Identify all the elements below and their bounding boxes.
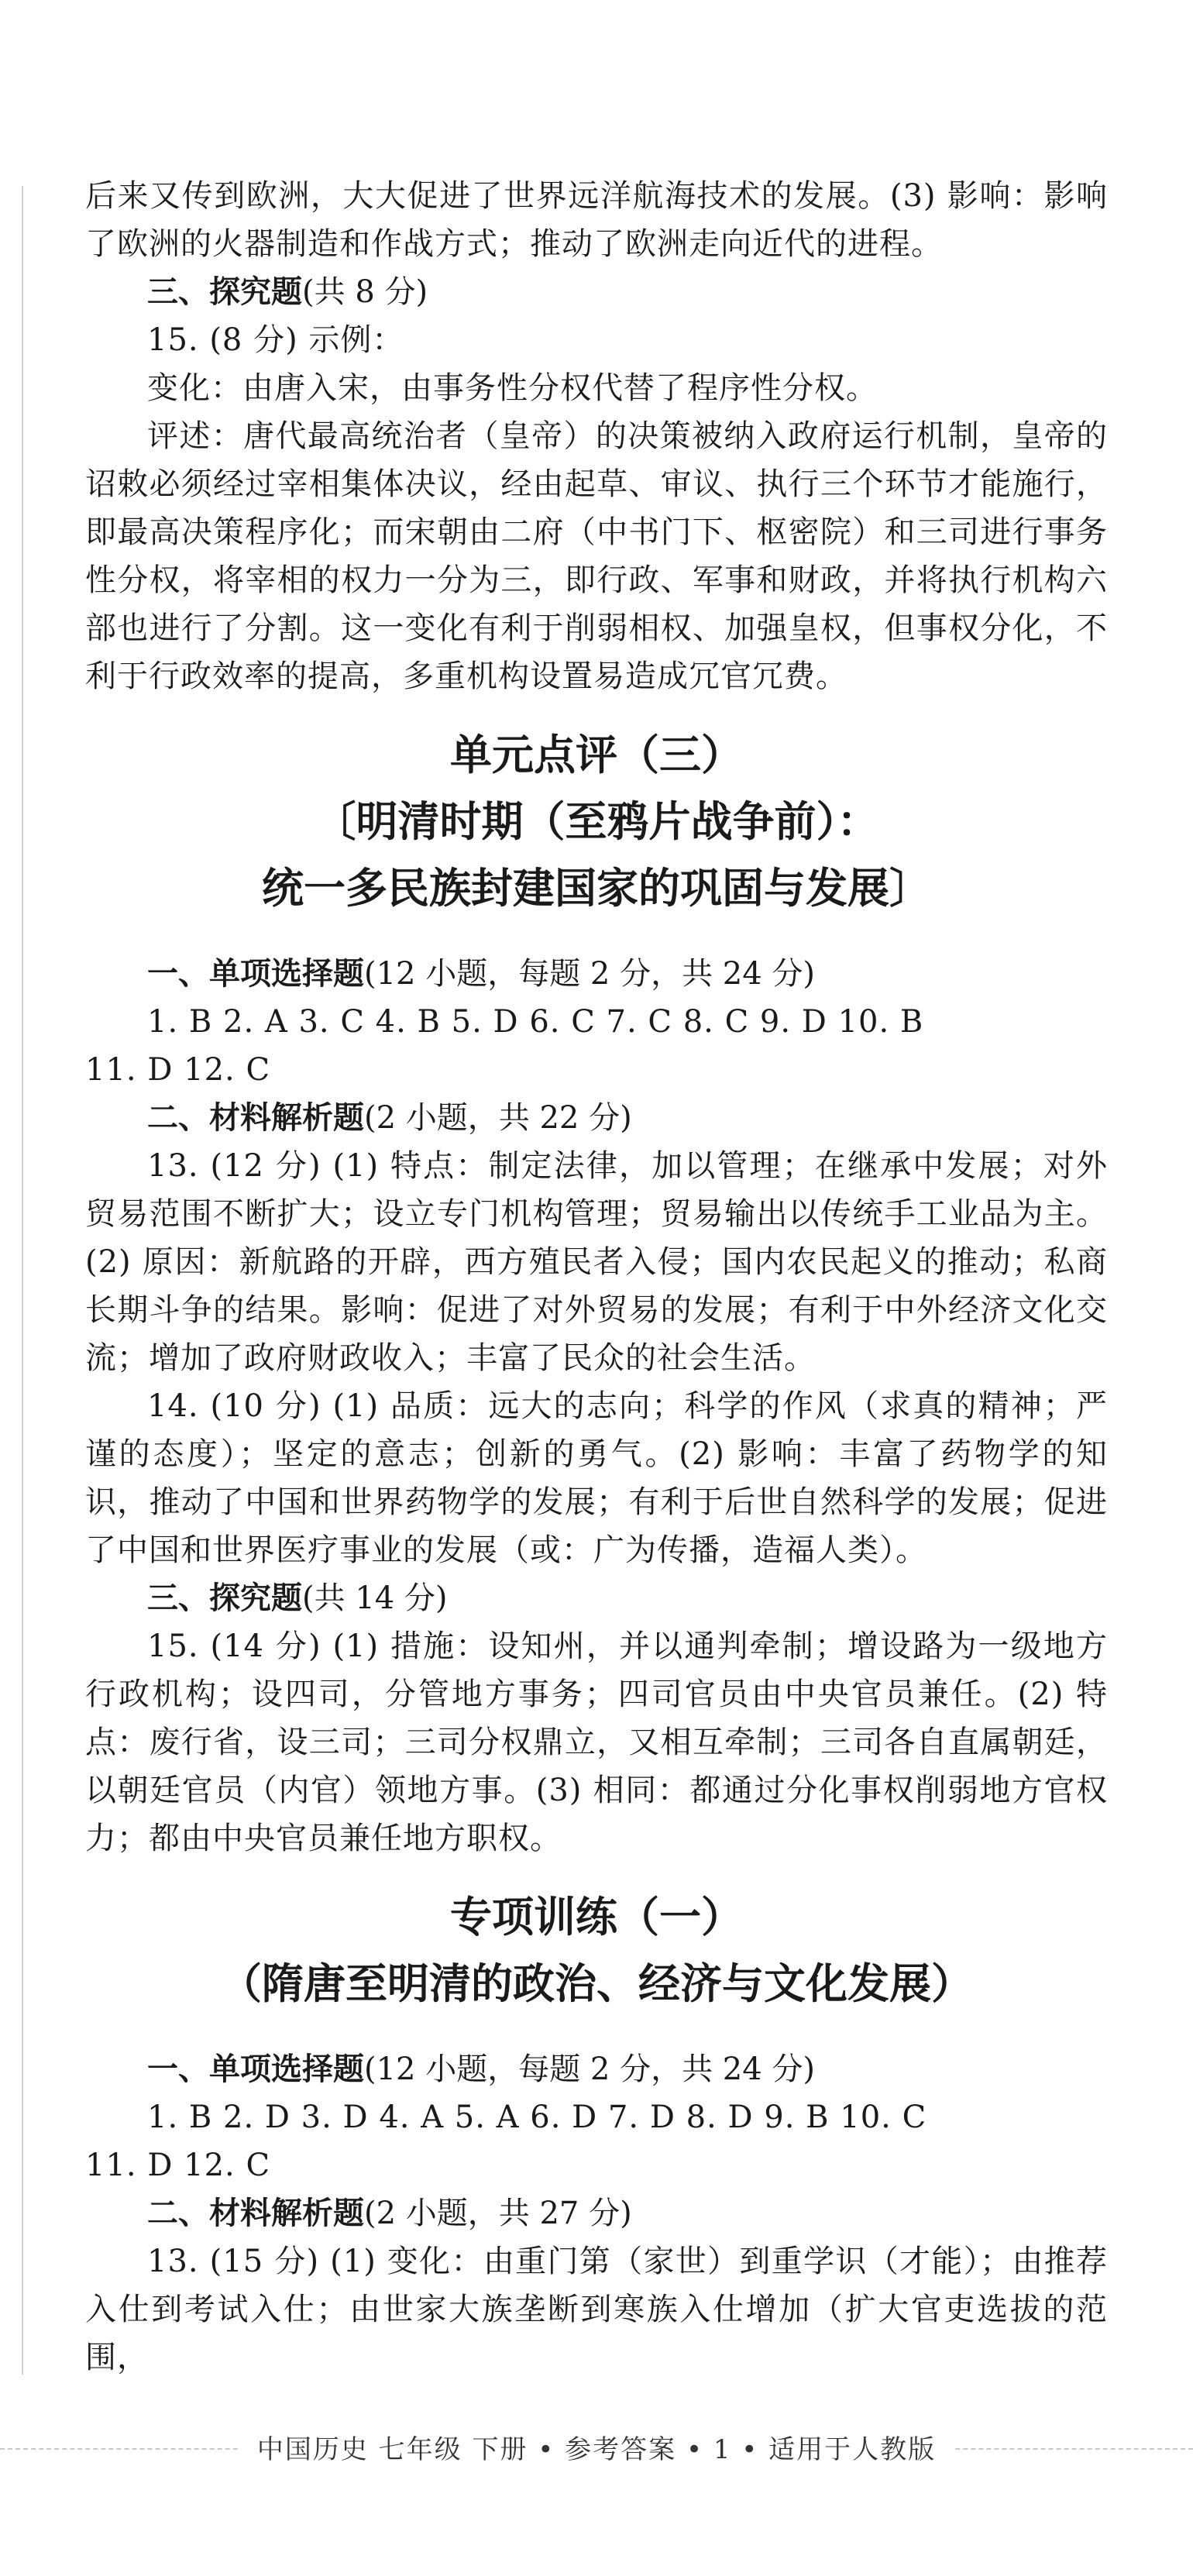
page-margin-line: [22, 186, 23, 2375]
section-heading-material: [85, 1094, 1108, 1142]
q13-answer: 13. (15 分) (1) 变化：由重门第（家世）到重学识（才能）；由推荐入仕到考试入仕；由世家大族垄断到寒族入仕增加（扩大官吏选拔的范围，: [85, 2244, 1108, 2375]
section-heading-material: [85, 2189, 1108, 2237]
q14-answer: 14. (10 分) (1) 品质：远大的志向；科学的作风（求真的精神；严谨的态度）；坚定的意志；创新的勇气。(2) 影响：丰富了药物学的知识，推动了中国和世界药物学的发展；有利于后世自然科学的发展；促进了中国和世界医疗事业的发展（或：广为传播，造福人类）。: [85, 1388, 1108, 1568]
heading-note: (12 小题，每题 2 分，共 24 分): [364, 2052, 816, 2087]
q15-answer: 15. (14 分) (1) 措施：设知州，并以通判牵制；增设路为一级地方行政机构；设四司，分管地方事务；四司官员由中央官员兼任。(2) 特点：废行省，设三司；三司分权鼎立，又相互牵制；三司各自直属朝廷，以朝廷官员（内官）领地方事。(3) 相同：都通过分化事权削弱地方官权力；都由中央官员兼任地方职权。: [85, 1628, 1108, 1856]
q15-intro: 15. (8 分) 示例：: [147, 322, 404, 358]
heading-label: 一、单项选择题: [147, 956, 364, 992]
title-line-2: 〔明清时期（至鸦片战争前）：: [314, 797, 879, 846]
heading-note: (2 小题，共 22 分): [364, 1100, 632, 1136]
answer-content: [85, 172, 1108, 2382]
heading-note: (共 8 分): [302, 274, 428, 310]
choice-answers-line-2: 11. D 12. C: [85, 1052, 271, 1088]
paragraph-continuation: 后来又传到欧洲，大大促进了世界远洋航海技术的发展。(3) 影响：影响了欧洲的火器制造和作战方式；推动了欧洲走向近代的进程。: [85, 178, 1108, 262]
heading-label: 三、探究题: [147, 274, 302, 310]
special-training-1-title: [85, 1884, 1108, 2017]
heading-note: (12 小题，每题 2 分，共 24 分): [364, 956, 816, 992]
title-line-1: 专项训练（一）: [450, 1893, 743, 1941]
heading-label: 二、材料解析题: [147, 1100, 364, 1136]
section-heading-choice: [85, 950, 1108, 998]
heading-label: 一、单项选择题: [147, 2052, 364, 2087]
title-line-3: 统一多民族封建国家的巩固与发展〕: [262, 864, 931, 913]
choice-answers-line-1: 1. B 2. D 3. D 4. A 5. A 6. D 7. D 8. D 9. B 10. C: [147, 2100, 927, 2135]
title-line-1: 单元点评（三）: [450, 731, 743, 779]
section-heading-choice: [85, 2045, 1108, 2093]
page-footer: [0, 2428, 1193, 2466]
q15-change: 变化：由唐入宋，由事务性分权代替了程序性分权。: [147, 370, 878, 406]
heading-note: (共 14 分): [302, 1580, 448, 1616]
unit-review-3-title: [85, 722, 1108, 922]
title-line-2: （隋唐至明清的政治、经济与文化发展）: [220, 1959, 973, 2008]
q15-comment: 评述：唐代最高统治者（皇帝）的决策被纳入政府运行机制，皇帝的诏敕必须经过宰相集体决议，经由起草、审议、执行三个环节才能施行，即最高决策程序化；而宋朝由二府（中书门下、枢密院）和三司进行事务性分权，将宰相的权力一分为三，即行政、军事和财政，并将执行机构六部也进行了分割。这一变化有利于削弱相权、加强皇权，但事权分化，不利于行政效率的提高，多重机构设置易造成冗官冗费。: [85, 418, 1108, 694]
choice-answers-line-2: 11. D 12. C: [85, 2148, 271, 2183]
footer-text: 中国历史 七年级 下册 • 参考答案 • 1 • 适用于人教版: [239, 2434, 954, 2465]
q13-answer: 13. (12 分) (1) 特点：制定法律，加以管理；在继承中发展；对外贸易范围不断扩大；设立专门机构管理；贸易输出以传统手工业品为主。(2) 原因：新航路的开辟，西方殖民者入侵；国内农民起义的推动；私商长期斗争的结果。影响：促进了对外贸易的发展；有利于中外经济文化交流；增加了政府财政收入；丰富了民众的社会生活。: [85, 1148, 1108, 1376]
heading-label: 二、材料解析题: [147, 2196, 364, 2231]
heading-label: 三、探究题: [147, 1580, 302, 1616]
section-heading-inquiry: [85, 268, 1108, 316]
heading-note: (2 小题，共 27 分): [364, 2196, 632, 2231]
choice-answers-line-1: 1. B 2. A 3. C 4. B 5. D 6. C 7. C 8. C 9. D 10. B: [147, 1004, 924, 1040]
section-heading-inquiry: [85, 1574, 1108, 1622]
